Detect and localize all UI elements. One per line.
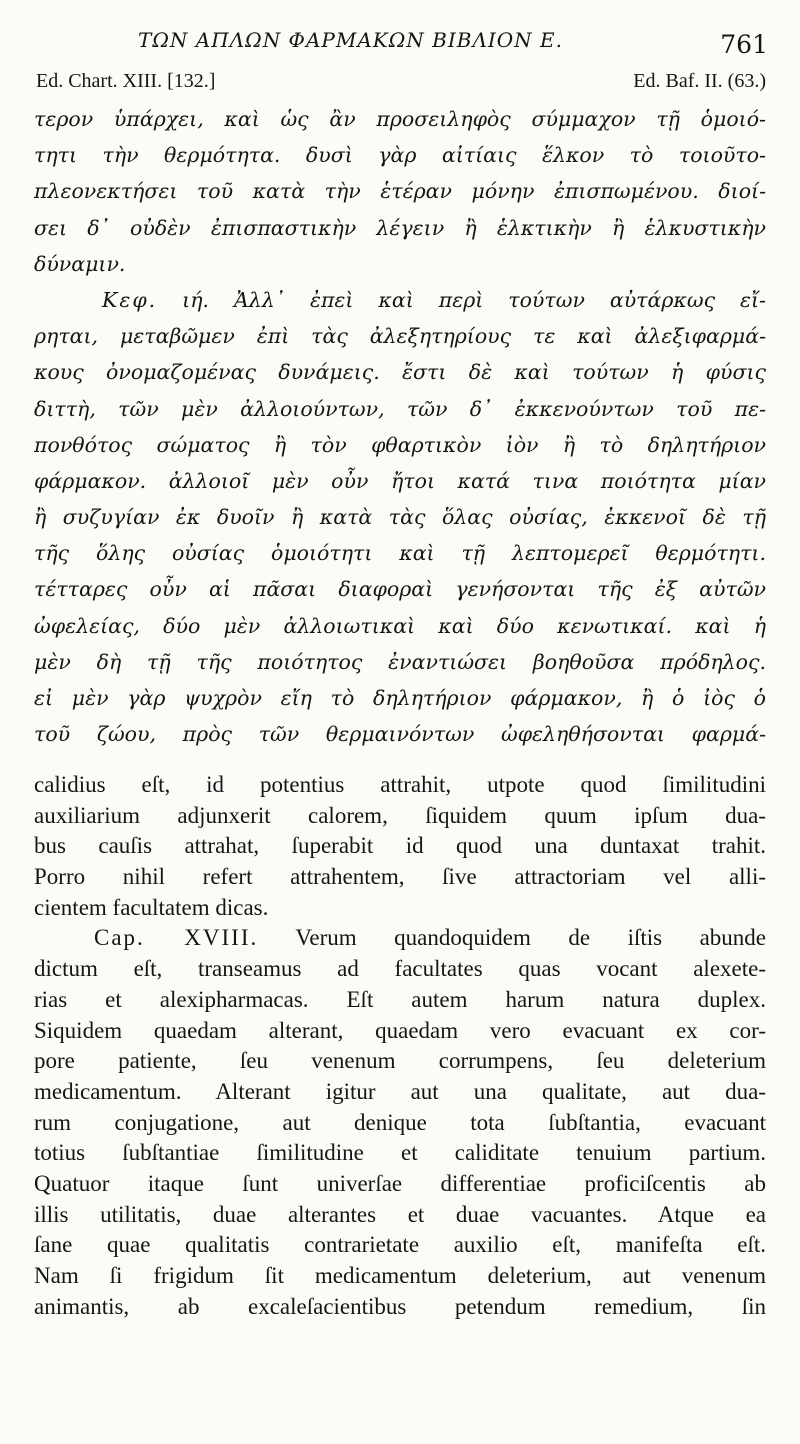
latin-line: cientem facultatem dicas. xyxy=(34,894,269,920)
greek-text-block xyxy=(34,101,766,752)
latin-line: rias et alexipharmacas. Eſt autem harum natura duplex. xyxy=(34,986,766,1012)
page-number: 761 xyxy=(720,30,768,59)
greek-line: τέτταρες οὖν αἱ πᾶσαι διαφοραὶ γενήσονται τῆς ἐξ αὐτῶν xyxy=(34,577,766,602)
greek-chapter-label: Κεφ. xyxy=(102,287,158,312)
latin-chapter-label: Cap. XVIII. xyxy=(94,925,259,951)
edition-basel-reference: Ed. Baf. II. (63.) xyxy=(633,70,766,92)
latin-line: medicamentum. Alterant igitur aut una qualitate, aut dua- xyxy=(34,1078,766,1104)
greek-line: κους ὀνομαζομένας δυνάμεις. ἔστι δὲ καὶ τούτων ἡ φύσις xyxy=(34,360,766,385)
latin-line: dictum eſt, transeamus ad facultates quas vocant alexete- xyxy=(34,956,766,982)
running-title: ΤΩΝ ΑΠΛΩΝ ΦΑΡΜΑΚΩΝ ΒΙΒΛΙΟΝ Ε. xyxy=(138,28,563,52)
greek-line: δύναμιν. xyxy=(34,251,126,276)
greek-line: μὲν δὴ τῇ τῆς ποιότητος ἐναντιώσει βοηθοῦσα πρόδηλος. xyxy=(34,649,766,674)
greek-line: διττὴ, τῶν μὲν ἀλλοιούντων, τῶν δ᾽ ἐκκενούντων τοῦ πε- xyxy=(34,396,766,421)
edition-reference-line xyxy=(36,70,766,98)
latin-line: Nam ſi frigidum ſit medicamentum deleterium, aut venenum xyxy=(34,1263,766,1288)
latin-line: totius ſubſtantiae ſimilitudine et caliditate tenuium partium. xyxy=(34,1140,766,1166)
latin-line: Porro nihil refert attrahentem, ſive attractoriam vel alli- xyxy=(34,864,766,890)
greek-line: τῆς ὅλης οὐσίας ὁμοιότητι καὶ τῇ λεπτομερεῖ θερμότητι. xyxy=(34,541,766,566)
greek-line: πλεονεκτήσει τοῦ κατὰ τὴν ἑτέραν μόνην ἐπισπωμένου. διοί- xyxy=(34,179,766,204)
greek-line: τητι τὴν θερμότητα. δυσὶ γὰρ αἰτίαις ἕλκον τὸ τοιοῦτο- xyxy=(34,143,766,168)
greek-line: ἢ συζυγίαν ἐκ δυοῖν ἢ κατὰ τὰς ὅλας οὐσίας, ἐκκενοῖ δὲ τῇ xyxy=(34,505,766,530)
greek-line: τερον ὑπάρχει, καὶ ὡς ἂν προσειληφὸς σύμμαχον τῇ ὁμοιό- xyxy=(34,107,766,131)
latin-text-block xyxy=(34,770,766,1322)
latin-line: Quatuor itaque ſunt univerſae differentiae proficiſcentis ab xyxy=(34,1170,766,1196)
greek-chapter-line xyxy=(34,282,766,318)
edition-chart-reference: Ed. Chart. XIII. [132.] xyxy=(36,70,216,92)
greek-line: ρηται, μεταβῶμεν ἐπὶ τὰς ἀλεξητηρίους τε καὶ ἀλεξιφαρμά- xyxy=(34,324,766,349)
latin-line: Siquidem quaedam alterant, quaedam vero evacuant ex cor- xyxy=(34,1017,766,1043)
latin-line: auxiliarium adjunxerit calorem, ſiquidem quum ipſum dua- xyxy=(34,802,766,828)
latin-line: animantis, ab excaleſacientibus petendum remedium, ſin xyxy=(34,1293,766,1319)
latin-chapter-line xyxy=(34,923,766,954)
greek-line: ὠφελείας, δύο μὲν ἀλλοιωτικαὶ καὶ δύο κενωτικαί. καὶ ἡ xyxy=(34,613,766,638)
latin-line: rum conjugatione, aut denique tota ſubſtantia, evacuant xyxy=(34,1109,766,1135)
latin-line: ſane quae qualitatis contrarietate auxilio eſt, manifeſta eſt. xyxy=(34,1232,766,1258)
latin-line: illis utilitatis, duae alterantes et duae vacuantes. Atque ea xyxy=(34,1201,766,1227)
latin-line: calidius eſt, id potentius attrahit, utpote quod ſimilitudini xyxy=(34,772,766,797)
greek-line: σει δ᾽ οὐδὲν ἐπισπαστικὴν λέγειν ἢ ἑλκτικὴν ἢ ἑλκυστικὴν xyxy=(34,215,766,240)
greek-line: πονθότος σώματος ἢ τὸν φθαρτικὸν ἰὸν ἢ τὸ δηλητήριον xyxy=(34,432,766,457)
greek-line: φάρμακον. ἀλλοιοῖ μὲν οὖν ἤτοι κατά τινα ποιότητα μίαν xyxy=(34,468,766,493)
greek-line: τοῦ ζώου, πρὸς τῶν θερμαινόντων ὠφεληθήσονται φαρμά- xyxy=(34,722,766,747)
greek-line: εἰ μὲν γὰρ ψυχρὸν εἴη τὸ δηλητήριον φάρμακον, ἢ ὁ ἰὸς ὁ xyxy=(34,686,766,710)
running-head xyxy=(0,22,800,62)
latin-line: Verum quandoquidem de iſtis abunde xyxy=(295,925,766,951)
greek-line: ιή. Ἀλλ᾽ ἐπεὶ καὶ περὶ τούτων αὐτάρκως εἴ- xyxy=(182,287,766,312)
latin-line: bus cauſis attrahat, ſuperabit id quod una duntaxat trahit. xyxy=(34,833,766,859)
latin-line: pore patiente, ſeu venenum corrumpens, ſeu deleterium xyxy=(34,1048,766,1074)
